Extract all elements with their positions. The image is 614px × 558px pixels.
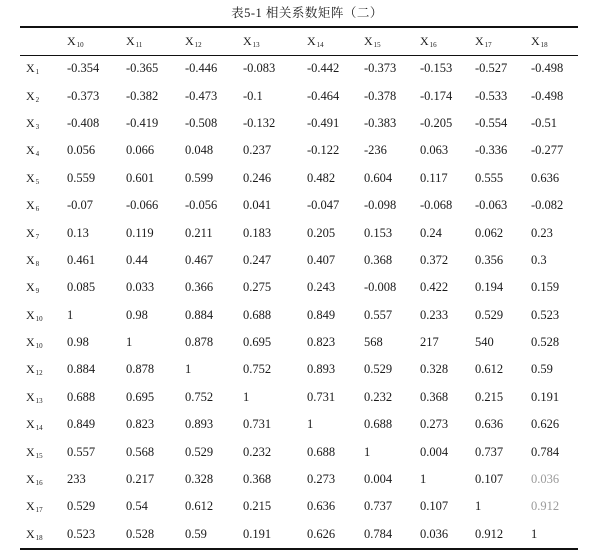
table-cell: 0.215	[475, 389, 504, 404]
table-cell: 0.849	[67, 417, 96, 432]
variable-subscript: 13	[252, 40, 260, 49]
variable-subscript: 18	[540, 40, 548, 49]
variable-letter: X	[67, 33, 76, 48]
table-cell: 0.523	[67, 526, 96, 541]
row-header	[20, 384, 66, 411]
table-cell: 0.368	[364, 252, 393, 267]
table-cell: 0.737	[364, 499, 393, 514]
variable-letter: X	[26, 362, 35, 377]
table-cell: 0.688	[243, 307, 272, 322]
table-row	[20, 466, 578, 493]
variable-subscript: 4	[35, 150, 40, 159]
table-cell: 0.555	[475, 170, 504, 185]
header-row	[20, 28, 578, 55]
table-cell: 0.407	[307, 252, 336, 267]
table-cell: 0.752	[185, 389, 214, 404]
table-cell: -0.047	[307, 198, 340, 213]
variable-subscript: 3	[35, 122, 40, 131]
row-header	[20, 192, 66, 219]
table-cell: 540	[475, 335, 494, 350]
table-cell: -0.205	[420, 115, 453, 130]
variable-subscript: 2	[35, 95, 40, 104]
variable-subscript: 10	[76, 40, 84, 49]
table-cell: -0.153	[420, 61, 453, 76]
table-cell: 0.737	[475, 444, 504, 459]
table-cell: 0.24	[420, 225, 442, 240]
table-cell: 0.062	[475, 225, 504, 240]
table-cell: -0.473	[185, 88, 218, 103]
table-cell: 0.3	[531, 252, 547, 267]
table-cell: -0.442	[307, 61, 340, 76]
column-header	[125, 28, 184, 55]
table-cell: -0.056	[185, 198, 218, 213]
variable-letter: X	[26, 61, 35, 76]
table-cell: 0.626	[531, 417, 560, 432]
table-cell: -0.336	[475, 143, 508, 158]
table-row	[20, 55, 578, 82]
table-cell: 0.107	[475, 472, 504, 487]
table-cell: 0.233	[420, 307, 449, 322]
table-row	[20, 438, 578, 465]
table-cell: 0.884	[185, 307, 214, 322]
variable-letter: X	[26, 307, 35, 322]
table-cell: -0.365	[126, 61, 159, 76]
table-cell: -0.354	[67, 61, 100, 76]
variable-subscript: 15	[373, 40, 381, 49]
variable-letter: X	[26, 143, 35, 158]
table-cell: 0.912	[531, 499, 560, 514]
variable-subscript: 15	[35, 451, 43, 460]
table-row	[20, 137, 578, 164]
row-header	[20, 329, 66, 356]
variable-letter: X	[126, 33, 135, 48]
table-cell: 1	[475, 499, 482, 514]
table-cell: 0.688	[307, 444, 336, 459]
row-header	[20, 82, 66, 109]
table-cell: -0.07	[67, 198, 94, 213]
table-cell: -0.533	[475, 88, 508, 103]
column-header	[306, 28, 363, 55]
table-cell: -0.527	[475, 61, 508, 76]
table-cell: 0.54	[126, 499, 148, 514]
table-cell: 1	[126, 335, 133, 350]
table-cell: 0.275	[243, 280, 272, 295]
variable-subscript: 14	[316, 40, 324, 49]
table-cell: 0.752	[243, 362, 272, 377]
table-cell: 0.59	[185, 526, 207, 541]
table-cell: 0.599	[185, 170, 214, 185]
variable-letter: X	[26, 252, 35, 267]
table-cell: 0.273	[307, 472, 336, 487]
table-cell: 0.731	[243, 417, 272, 432]
table-cell: 0.366	[185, 280, 214, 295]
table-cell: -0.068	[420, 198, 453, 213]
table-cell: -0.419	[126, 115, 159, 130]
table-cell: 0.246	[243, 170, 272, 185]
row-header	[20, 356, 66, 383]
row-header	[20, 466, 66, 493]
table-cell: 233	[67, 472, 86, 487]
table-cell: -0.498	[531, 88, 564, 103]
table-cell: 0.604	[364, 170, 393, 185]
table-cell: 1	[243, 389, 250, 404]
table-cell: 0.328	[185, 472, 214, 487]
table-cell: 0.217	[126, 472, 155, 487]
table-cell: 0.085	[67, 280, 96, 295]
variable-letter: X	[307, 33, 316, 48]
table-cell: -0.554	[475, 115, 508, 130]
variable-letter: X	[26, 526, 35, 541]
row-header	[20, 55, 66, 82]
table-cell: 0.612	[475, 362, 504, 377]
row-header	[20, 521, 66, 548]
table-cell: 0.117	[420, 170, 448, 185]
variable-letter: X	[475, 33, 484, 48]
table-cell: -0.498	[531, 61, 564, 76]
variable-subscript: 11	[135, 40, 143, 49]
table-cell: 0.823	[126, 417, 155, 432]
table-cell: 0.191	[243, 526, 272, 541]
variable-letter: X	[26, 389, 35, 404]
variable-letter: X	[243, 33, 252, 48]
table-row	[20, 329, 578, 356]
table-cell: 0.066	[126, 143, 155, 158]
table-cell: 0.356	[475, 252, 504, 267]
table-cell: -0.491	[307, 115, 340, 130]
table-row	[20, 219, 578, 246]
variable-letter: X	[26, 417, 35, 432]
table-cell: 0.557	[364, 307, 393, 322]
correlation-matrix-table	[20, 28, 578, 548]
table-cell: 0.194	[475, 280, 504, 295]
variable-subscript: 18	[35, 533, 43, 542]
table-row	[20, 247, 578, 274]
table-cell: 1	[185, 362, 192, 377]
table-cell: -0.508	[185, 115, 218, 130]
table-cell: 0.23	[531, 225, 553, 240]
table-cell: 0.205	[307, 225, 336, 240]
table-cell: -0.277	[531, 143, 564, 158]
table-cell: 0.159	[531, 280, 560, 295]
table-cell: 0.243	[307, 280, 336, 295]
table-cell: 0.529	[67, 499, 96, 514]
table-cell: 0.036	[420, 526, 449, 541]
table-cell: 0.372	[420, 252, 449, 267]
variable-letter: X	[26, 472, 35, 487]
table-cell: -236	[364, 143, 387, 158]
column-header	[184, 28, 242, 55]
row-header	[20, 493, 66, 520]
table-cell: -0.373	[67, 88, 100, 103]
table-cell: 0.467	[185, 252, 214, 267]
variable-letter: X	[420, 33, 429, 48]
variable-letter: X	[26, 115, 35, 130]
variable-letter: X	[26, 225, 35, 240]
table-row	[20, 165, 578, 192]
table-cell: 0.612	[185, 499, 214, 514]
table-caption: 表5-1 相关系数矩阵（二）	[231, 6, 383, 20]
table-cell: 0.247	[243, 252, 272, 267]
variable-subscript: 10	[35, 314, 43, 323]
table-cell: 0.688	[67, 389, 96, 404]
table-cell: -0.408	[67, 115, 100, 130]
table-header	[20, 28, 578, 55]
table-cell: 0.482	[307, 170, 336, 185]
table-row	[20, 411, 578, 438]
table-cell: 0.033	[126, 280, 155, 295]
table-row	[20, 302, 578, 329]
row-header	[20, 274, 66, 301]
table-cell: 0.211	[185, 225, 213, 240]
table-row	[20, 493, 578, 520]
table-cell: 0.523	[531, 307, 560, 322]
row-header	[20, 438, 66, 465]
column-header	[363, 28, 419, 55]
table-cell: 568	[364, 335, 383, 350]
table-cell: -0.51	[531, 115, 558, 130]
table-cell: -0.373	[364, 61, 397, 76]
variable-subscript: 12	[194, 40, 202, 49]
variable-letter: X	[26, 198, 35, 213]
table-cell: -0.378	[364, 88, 397, 103]
table-cell: 0.232	[364, 389, 393, 404]
table-cell: 0.559	[67, 170, 96, 185]
variable-letter: X	[26, 444, 35, 459]
table-row	[20, 192, 578, 219]
variable-letter: X	[26, 335, 35, 350]
variable-subscript: 13	[35, 396, 43, 405]
row-header	[20, 302, 66, 329]
variable-subscript: 12	[35, 369, 43, 378]
column-header	[530, 28, 578, 55]
variable-subscript: 5	[35, 177, 40, 186]
table-cell: 0.273	[420, 417, 449, 432]
table-cell: -0.098	[364, 198, 397, 213]
variable-subscript: 17	[35, 506, 43, 515]
table-cell: 0.568	[126, 444, 155, 459]
table-cell: 0.784	[364, 526, 393, 541]
table-cell: 0.13	[67, 225, 89, 240]
table-cell: 0.529	[364, 362, 393, 377]
table-cell: 0.893	[307, 362, 336, 377]
table-cell: 0.153	[364, 225, 393, 240]
table-cell: 0.688	[364, 417, 393, 432]
column-header	[66, 28, 125, 55]
table-cell: 0.878	[185, 335, 214, 350]
table-cell: 0.601	[126, 170, 155, 185]
variable-subscript: 8	[35, 259, 40, 268]
table-cell: 0.528	[531, 335, 560, 350]
table-cell: -0.382	[126, 88, 159, 103]
table-cell: -0.1	[243, 88, 263, 103]
column-header	[419, 28, 474, 55]
variable-letter: X	[531, 33, 540, 48]
table-body	[20, 55, 578, 548]
table-cell: 0.237	[243, 143, 272, 158]
table-cell: 0.036	[531, 472, 560, 487]
row-header	[20, 411, 66, 438]
table-row	[20, 82, 578, 109]
table-cell: 0.912	[475, 526, 504, 541]
variable-letter: X	[26, 499, 35, 514]
table-row	[20, 356, 578, 383]
variable-subscript: 7	[35, 232, 40, 241]
table-cell: 0.232	[243, 444, 272, 459]
table-cell: 0.98	[67, 335, 89, 350]
table-cell: -0.446	[185, 61, 218, 76]
table-cell: 0.626	[307, 526, 336, 541]
variable-letter: X	[26, 280, 35, 295]
table-cell: 217	[420, 335, 439, 350]
table-cell: 0.695	[243, 335, 272, 350]
table-cell: 0.528	[126, 526, 155, 541]
table-row	[20, 521, 578, 548]
row-header	[20, 137, 66, 164]
table-cell: 0.529	[185, 444, 214, 459]
table-cell: 0.44	[126, 252, 148, 267]
table-cell: 0.636	[475, 417, 504, 432]
table-cell: 0.004	[364, 472, 393, 487]
table-cell: -0.383	[364, 115, 397, 130]
row-header	[20, 165, 66, 192]
table-cell: 0.884	[67, 362, 96, 377]
table-cell: 0.368	[243, 472, 272, 487]
table-cell: -0.008	[364, 280, 397, 295]
table-cell: 0.823	[307, 335, 336, 350]
table-cell: 0.191	[531, 389, 560, 404]
variable-subscript: 10	[35, 342, 43, 351]
variable-letter: X	[26, 88, 35, 103]
table-cell: 0.98	[126, 307, 148, 322]
table-cell: 0.368	[420, 389, 449, 404]
table-cell: 1	[67, 307, 74, 322]
table-row	[20, 274, 578, 301]
variable-subscript: 16	[35, 479, 43, 488]
variable-letter: X	[364, 33, 373, 48]
column-header	[242, 28, 306, 55]
table-cell: -0.082	[531, 198, 564, 213]
column-header	[474, 28, 530, 55]
table-cell: 0.636	[531, 170, 560, 185]
row-header	[20, 219, 66, 246]
correlation-table-frame	[20, 26, 578, 550]
table-cell: -0.122	[307, 143, 340, 158]
table-cell: 0.422	[420, 280, 449, 295]
table-cell: 1	[420, 472, 427, 487]
table-cell: 0.048	[185, 143, 214, 158]
variable-subscript: 1	[35, 68, 40, 77]
table-cell: 1	[364, 444, 371, 459]
table-cell: 0.636	[307, 499, 336, 514]
table-cell: -0.066	[126, 198, 159, 213]
table-cell: 1	[531, 526, 538, 541]
table-cell: 0.695	[126, 389, 155, 404]
variable-subscript: 17	[484, 40, 492, 49]
table-cell: -0.132	[243, 115, 276, 130]
table-cell: 0.004	[420, 444, 449, 459]
table-cell: 0.119	[126, 225, 154, 240]
table-cell: 0.461	[67, 252, 96, 267]
table-cell: 0.328	[420, 362, 449, 377]
table-cell: 0.215	[243, 499, 272, 514]
table-row	[20, 110, 578, 137]
row-header	[20, 247, 66, 274]
variable-subscript: 14	[35, 424, 43, 433]
table-cell: 0.063	[420, 143, 449, 158]
table-cell: -0.063	[475, 198, 508, 213]
variable-letter: X	[185, 33, 194, 48]
table-cell: 0.529	[475, 307, 504, 322]
table-cell: 0.784	[531, 444, 560, 459]
table-cell: 0.107	[420, 499, 449, 514]
table-cell: 0.878	[126, 362, 155, 377]
table-cell: 1	[307, 417, 314, 432]
row-header	[20, 110, 66, 137]
table-cell: 0.041	[243, 198, 272, 213]
variable-subscript: 6	[35, 205, 40, 214]
table-cell: -0.464	[307, 88, 340, 103]
table-cell: 0.893	[185, 417, 214, 432]
table-cell: -0.083	[243, 61, 276, 76]
header-corner-cell	[20, 28, 66, 55]
table-cell: 0.731	[307, 389, 336, 404]
table-cell: 0.59	[531, 362, 553, 377]
variable-subscript: 16	[429, 40, 437, 49]
table-cell: 0.183	[243, 225, 272, 240]
table-cell: -0.174	[420, 88, 453, 103]
table-cell: 0.056	[67, 143, 96, 158]
variable-letter: X	[26, 170, 35, 185]
table-row	[20, 384, 578, 411]
table-cell: 0.557	[67, 444, 96, 459]
variable-subscript: 9	[35, 287, 40, 296]
table-cell: 0.849	[307, 307, 336, 322]
